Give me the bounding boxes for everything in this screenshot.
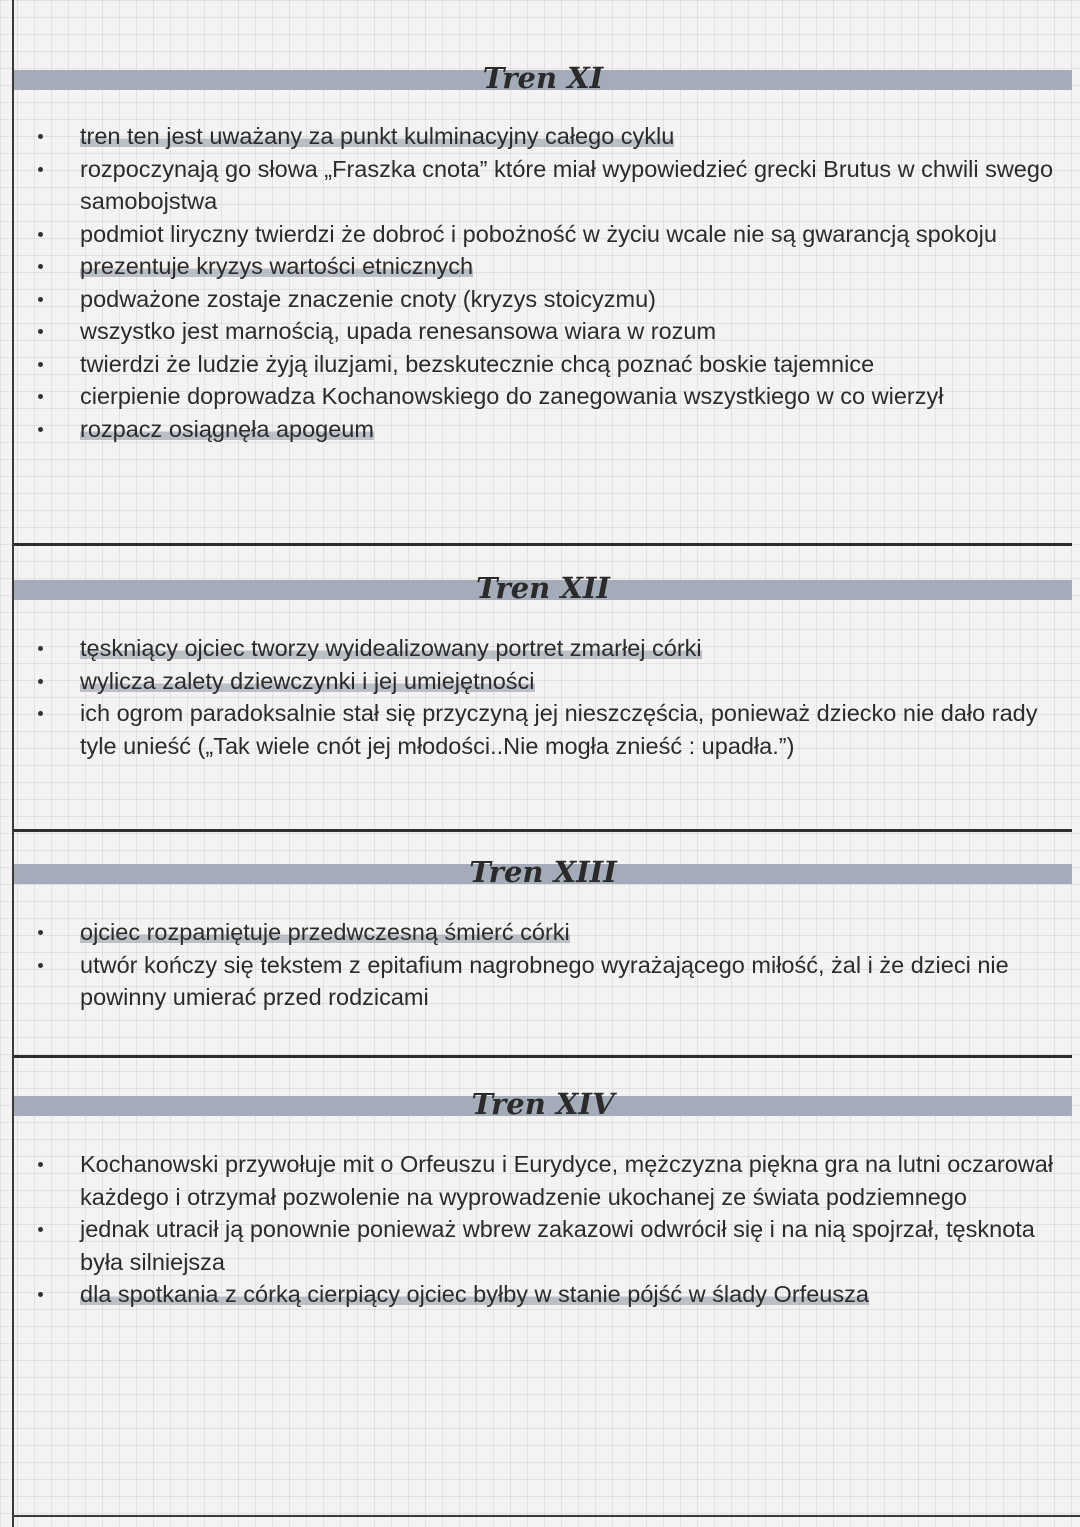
bullet-icon xyxy=(38,646,43,651)
item-text: rozpoczynają go słowa „Fraszka cnota” które miał wypowiedzieć grecki Brutus w chwili swego samobojstwa xyxy=(80,155,1054,214)
list-item xyxy=(14,665,1054,698)
page-bottom-border xyxy=(12,1515,1080,1517)
section-divider xyxy=(14,1055,1072,1058)
bullet-icon xyxy=(38,329,43,334)
bullet-list xyxy=(14,1148,1054,1311)
list-item xyxy=(14,413,1054,446)
item-text: Kochanowski przywołuje mit o Orfeuszu i Eurydyce, mężczyzna piękna gra na lutni oczarował każdego i otrzymał pozwolenie na wyprowadzenie ukochanej ze świata podziemnego xyxy=(80,1151,1054,1210)
bullet-icon xyxy=(38,232,43,237)
item-text: twierdzi że ludzie żyją iluzjami, bezskutecznie chcą poznać boskie tajemnice xyxy=(80,350,875,377)
list-item xyxy=(14,283,1054,316)
bullet-icon xyxy=(38,427,43,432)
list-item xyxy=(14,1278,1054,1311)
bullet-icon xyxy=(38,1292,43,1297)
bullet-icon xyxy=(38,167,43,172)
item-text: prezentuje kryzys wartości etnicznych xyxy=(80,253,474,279)
bullet-icon xyxy=(38,1162,43,1167)
list-item xyxy=(14,632,1054,665)
section-tren-xi xyxy=(14,62,1072,542)
item-text: podmiot liryczny twierdzi że dobroć i pobożność w życiu wcale nie są gwarancją spokoju xyxy=(80,220,997,247)
item-text: tęskniący ojciec tworzy wyidealizowany portret zmarłej córki xyxy=(80,635,702,661)
section-tren-xiii xyxy=(14,856,1072,1046)
bullet-icon xyxy=(38,394,43,399)
section-title: Tren XII xyxy=(475,571,610,605)
section-divider xyxy=(14,829,1072,832)
item-text: dla spotkania z córką cierpiący ojciec byłby w stanie pójść w ślady Orfeusza xyxy=(80,1281,869,1307)
bullet-icon xyxy=(38,297,43,302)
list-item xyxy=(14,348,1054,381)
list-item xyxy=(14,916,1054,949)
bullet-icon xyxy=(38,134,43,139)
list-item xyxy=(14,1213,1054,1278)
list-item xyxy=(14,949,1054,1014)
list-item xyxy=(14,250,1054,283)
item-text: tren ten jest uważany za punkt kulminacyjny całego cyklu xyxy=(80,123,675,149)
list-item xyxy=(14,697,1054,762)
bullet-list xyxy=(14,120,1054,445)
list-item xyxy=(14,153,1054,218)
item-text: wylicza zalety dziewczynki i jej umiejętności xyxy=(80,667,535,694)
section-divider xyxy=(14,543,1072,546)
section-tren-xiv xyxy=(14,1088,1072,1408)
bullet-icon xyxy=(38,930,43,935)
bullet-icon xyxy=(38,711,43,716)
item-text: ich ogrom paradoksalnie stał się przyczyną jej nieszczęścia, ponieważ dziecko nie dało rady tyle unieść („Tak wiele cnót jej młodości..Nie mogła znieść : upadła.”) xyxy=(80,700,1038,759)
bullet-icon xyxy=(38,362,43,367)
section-title: Tren XIII xyxy=(469,855,617,889)
list-item xyxy=(14,380,1054,413)
item-text: rozpacz osiągnęła apogeum xyxy=(80,415,374,442)
list-item xyxy=(14,120,1054,153)
section-title: Tren XIV xyxy=(471,1087,615,1121)
bullet-icon xyxy=(38,679,43,684)
list-item xyxy=(14,218,1054,251)
section-tren-xii xyxy=(14,572,1072,822)
item-text: utwór kończy się tekstem z epitafium nagrobnego wyrażającego miłość, żal i że dzieci nie powinny umierać przed rodzicami xyxy=(80,951,1009,1010)
item-text: wszystko jest marnością, upada renesansowa wiara w rozum xyxy=(80,318,717,344)
list-item xyxy=(14,1148,1054,1213)
list-item xyxy=(14,315,1054,348)
section-title: Tren XI xyxy=(482,61,604,95)
bullet-list xyxy=(14,916,1054,1014)
bullet-icon xyxy=(38,264,43,269)
item-text: jednak utracił ją ponownie ponieważ wbrew zakazowi odwrócił się i na nią spojrzał, tęsknota była silniejsza xyxy=(80,1216,1035,1275)
bullet-icon xyxy=(38,963,43,968)
item-text: podważone zostaje znaczenie cnoty (kryzys stoicyzmu) xyxy=(80,285,656,312)
bullet-list xyxy=(14,632,1054,762)
item-text: ojciec rozpamiętuje przedwczesną śmierć córki xyxy=(80,919,570,945)
item-text: cierpienie doprowadza Kochanowskiego do zanegowania wszystkiego w co wierzył xyxy=(80,383,944,409)
bullet-icon xyxy=(38,1227,43,1232)
